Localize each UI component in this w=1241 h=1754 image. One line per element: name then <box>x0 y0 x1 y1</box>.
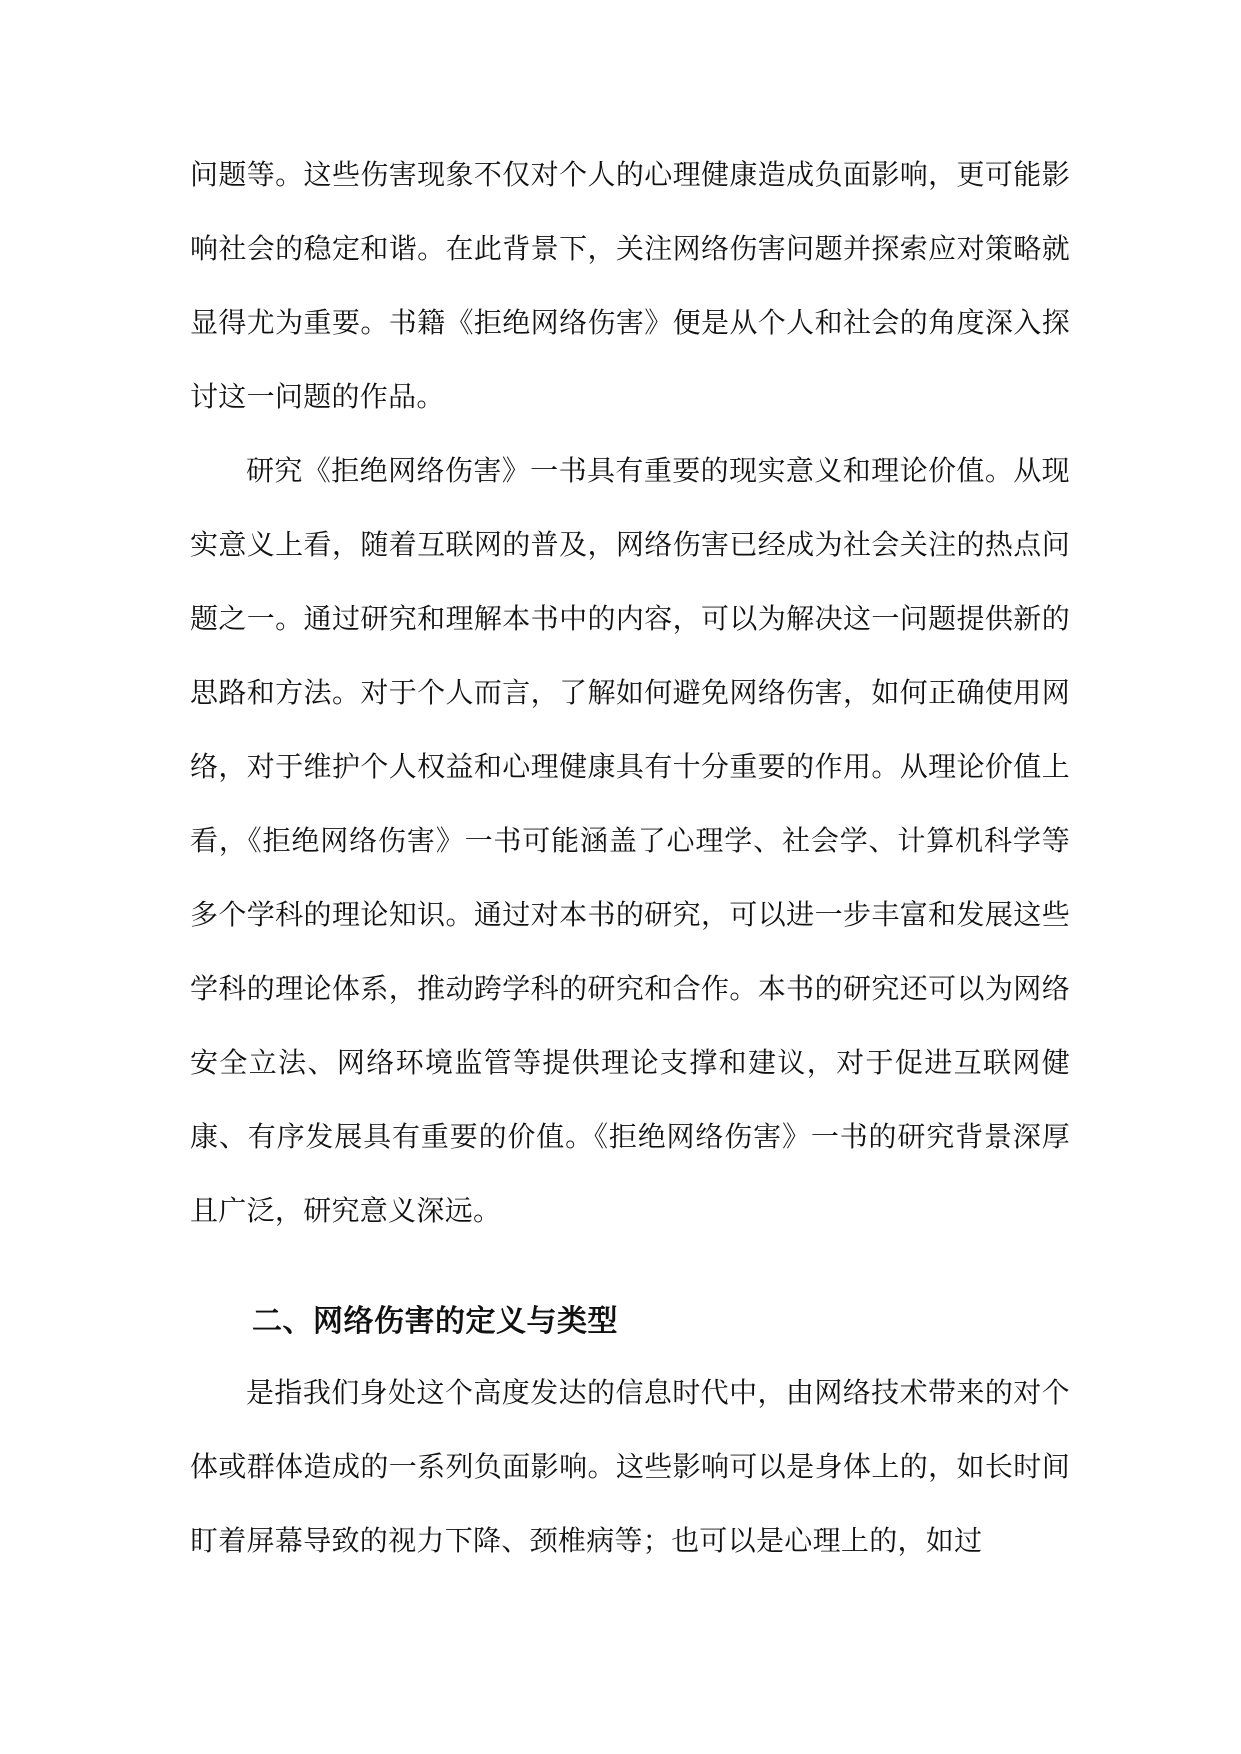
paragraph-1: 问题等。这些伤害现象不仅对个人的心理健康造成负面影响，更可能影响社会的稳定和谐。在此背景下，关注网络伤害问题并探索应对策略就显得尤为重要。书籍《拒绝网络伤害》便是从个人和社会的角度深入探讨这一问题的作品。 <box>190 158 1070 413</box>
paragraph-2: 研究《拒绝网络伤害》一书具有重要的现实意义和理论价值。从现实意义上看，随着互联网的普及，网络伤害已经成为社会关注的热点问题之一。通过研究和理解本书中的内容，可以为解决这一问题提供新的思路和方法。对于个人而言，了解如何避免网络伤害，如何正确使用网络，对于维护个人权益和心理健康具有十分重要的作用。从理论价值上看，《拒绝网络伤害》一书可能涵盖了心理学、社会学、计算机科学等多个学科的理论知识。通过对本书的研究，可以进一步丰富和发展这些学科的理论体系，推动跨学科的研究和合作。本书的研究还可以为网络安全立法、网络环境监管等提供理论支撑和建议，对于促进互联网健康、有序发展具有重要的价值。《拒绝网络伤害》一书的研究背景深厚且广泛，研究意义深远。 <box>190 454 1070 1227</box>
paragraph-3: 是指我们身处这个高度发达的信息时代中，由网络技术带来的对个体或群体造成的一系列负面影响。这些影响可以是身体上的，如长时间盯着屏幕导致的视力下降、颈椎病等；也可以是心理上的，如过 <box>190 1376 1070 1557</box>
section-heading: 二、网络伤害的定义与类型 <box>252 1304 618 1339</box>
document-body <box>190 138 1070 1578</box>
